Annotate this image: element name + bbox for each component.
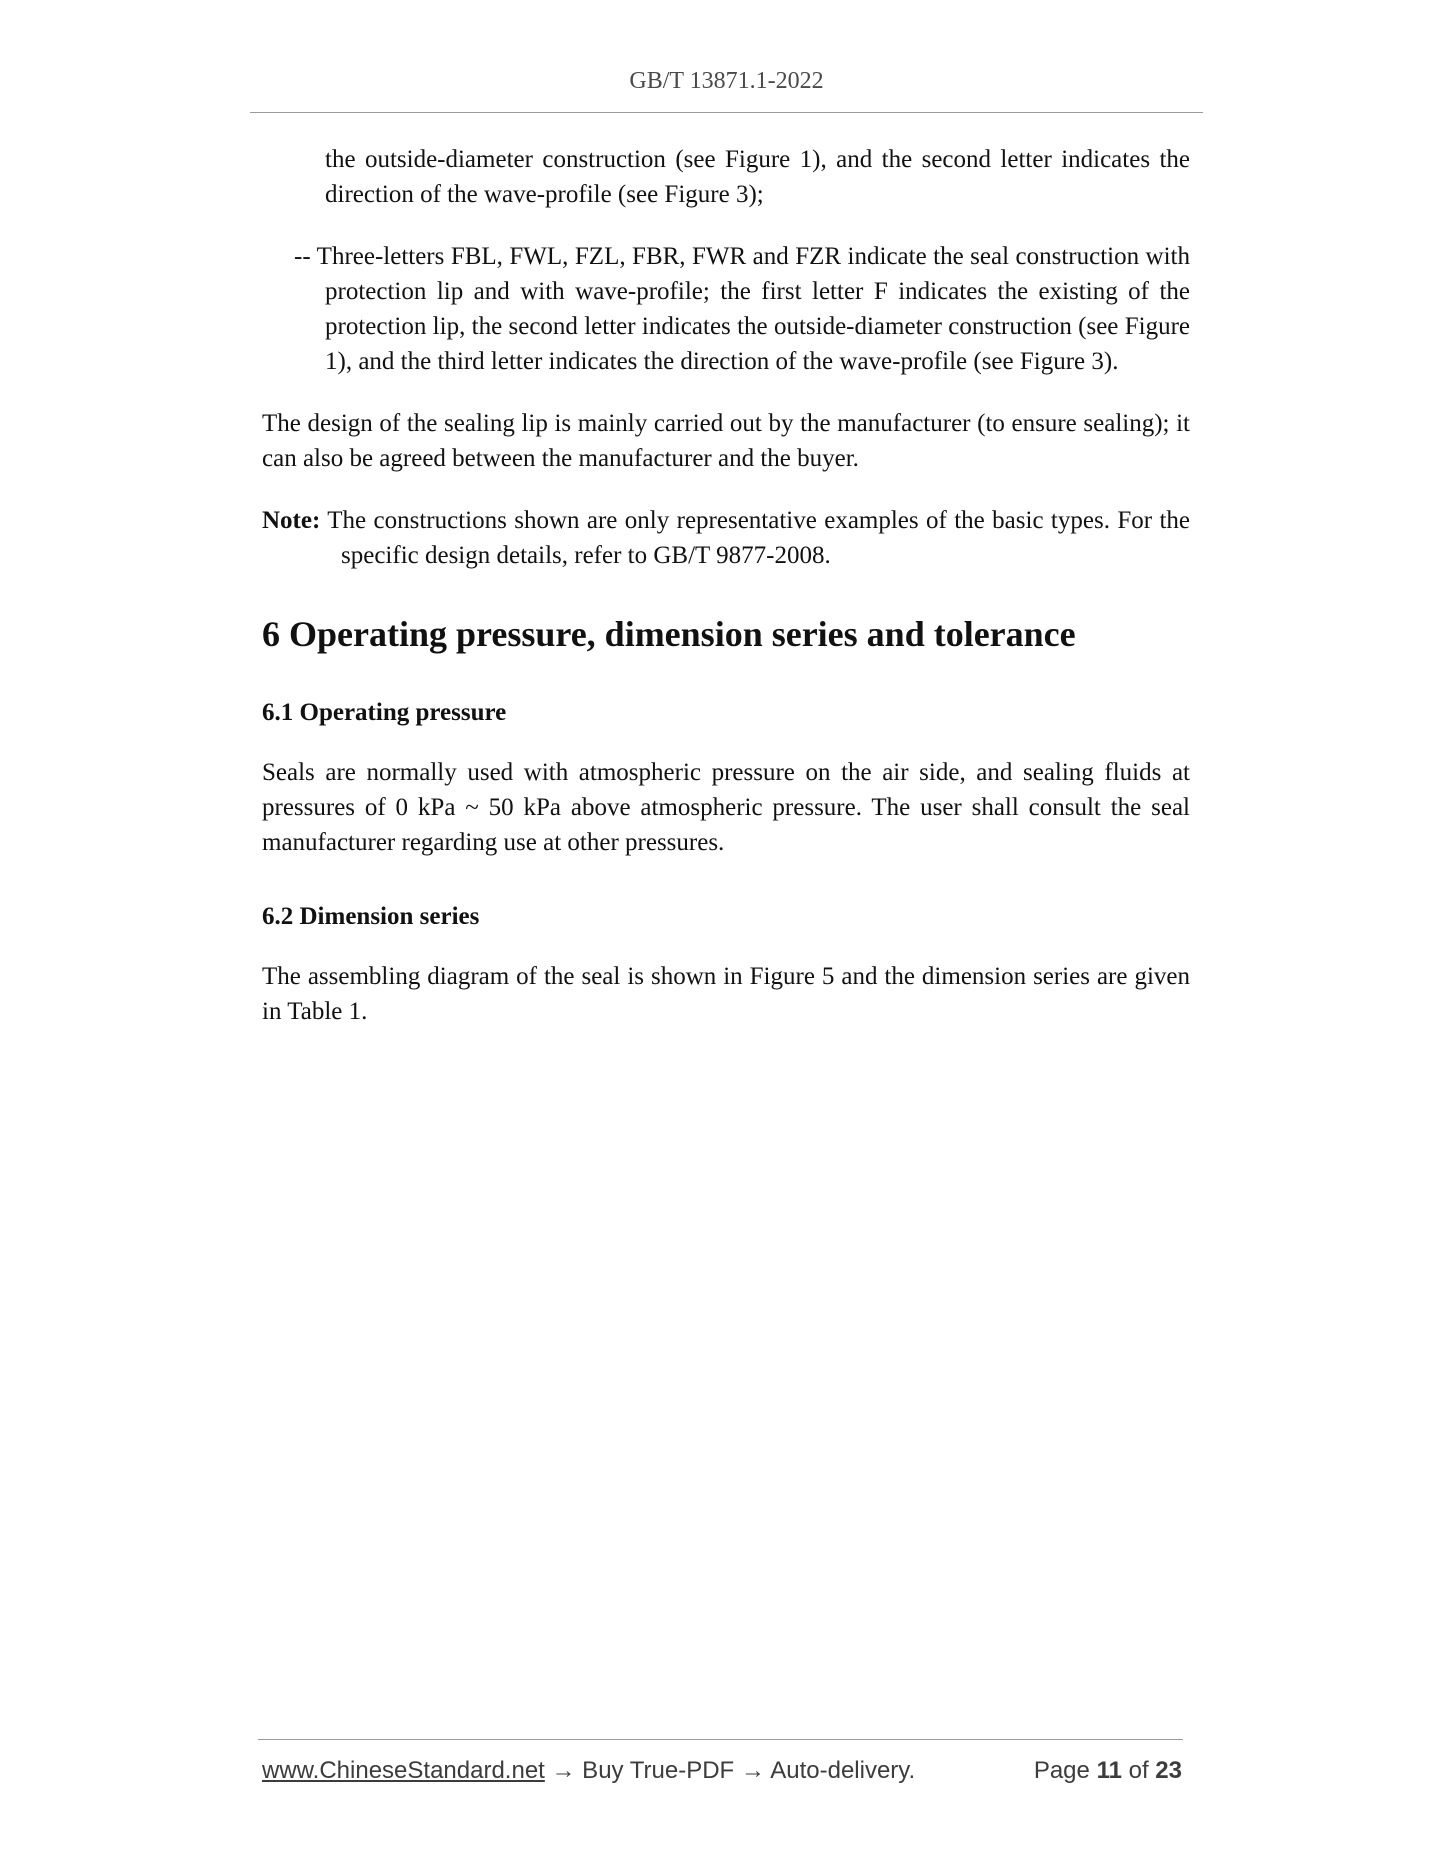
page-number	[1034, 1756, 1182, 1786]
page-label: Page	[1033, 1757, 1090, 1784]
section-6-2-heading: 6.2 Dimension series	[262, 903, 480, 930]
total-page-count: 23	[1155, 1757, 1182, 1784]
section-6-1-paragraph: Seals are normally used with atmospheric pressure on the air side, and sealing fluids at pressures of 0 kPa ~ 50 kPa above atmospheric pressure. The user shall consult the seal manufacturer regarding use at other pressures.	[262, 759, 1190, 856]
header-divider	[250, 112, 1203, 113]
section-6-heading: 6 Operating pressure, dimension series and tolerance	[262, 614, 1076, 654]
document-code-header: GB/T 13871.1-2022	[629, 68, 824, 94]
footer-promo	[262, 1756, 915, 1786]
continued-list-paragraph: the outside-diameter construction (see Figure 1), and the second letter indicates the direction of the wave-profile (see Figure 3);	[325, 146, 1190, 208]
note-paragraph	[262, 503, 1190, 573]
footer-promo-text: → Buy True-PDF → Auto-delivery.	[544, 1757, 916, 1784]
note-text: The constructions shown are only representative examples of the basic types. For the specific design details, refer to GB/T 9877-2008.	[320, 507, 1190, 569]
website-link[interactable]: www.ChineseStandard.net	[262, 1757, 545, 1784]
note-label: Note:	[262, 507, 321, 534]
section-6-1-heading: 6.1 Operating pressure	[262, 699, 507, 726]
design-paragraph: The design of the sealing lip is mainly carried out by the manufacturer (to ensure sealing); it can also be agreed between the manufacturer and the buyer.	[262, 410, 1190, 472]
current-page-number: 11	[1096, 1757, 1122, 1784]
section-6-2-paragraph: The assembling diagram of the seal is shown in Figure 5 and the dimension series are given in Table 1.	[262, 963, 1190, 1025]
footer-divider	[258, 1739, 1183, 1740]
page-content	[262, 142, 1190, 1029]
page-footer	[262, 1756, 1182, 1786]
dash-list-item: -- Three-letters FBL, FWL, FZL, FBR, FWR and FZR indicate the seal construction with protection lip and with wave-profile; the first letter F indicates the existing of the protection lip, the second letter indicates the outside-diameter construction (see Figure 1), and the third letter indicates the direction of the wave-profile (see Figure 3).	[294, 243, 1190, 375]
page-of-label: of	[1128, 1757, 1149, 1784]
